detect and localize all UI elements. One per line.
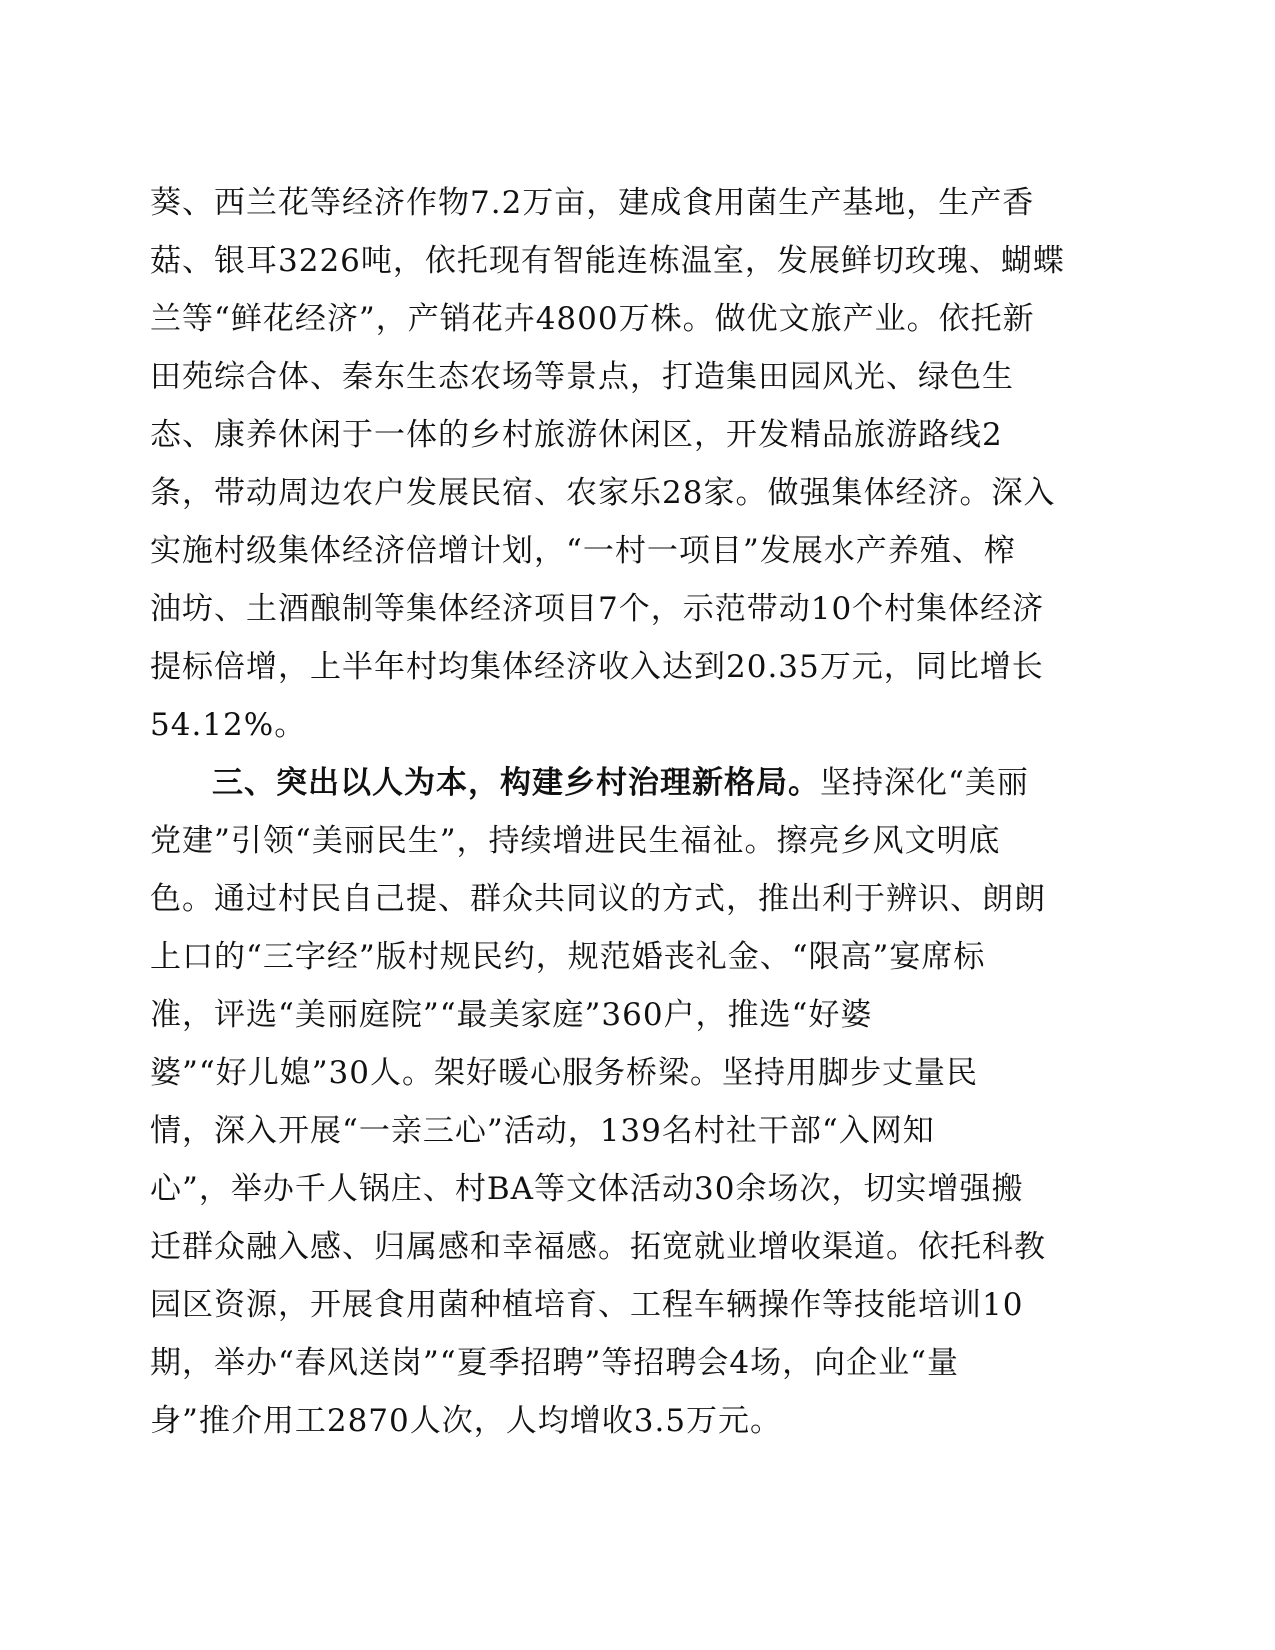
- text-line: 准，评选“美丽庭院”“最美家庭”360户，推选“好婆: [150, 997, 873, 1033]
- text-line: 色。通过村民自己提、群众共同议的方式，推出利于辨识、朗朗: [150, 881, 1046, 917]
- section-heading-rest: 坚持深化“美丽: [820, 765, 1029, 801]
- text-line: 党建”引领“美丽民生”，持续增进民生福祉。擦亮乡风文明底: [150, 823, 1001, 859]
- text-line: 心”，举办千人锅庄、村BA等文体活动30余场次，切实增强搬: [150, 1171, 1024, 1207]
- text-line: 身”推介用工2870人次，人均增收3.5万元。: [150, 1403, 783, 1439]
- text-line: 菇、银耳3226吨，依托现有智能连栋温室，发展鲜切玫瑰、蝴蝶: [150, 243, 1065, 279]
- text-line: 迁群众融入感、归属感和幸福感。拓宽就业增收渠道。依托科教: [150, 1229, 1046, 1265]
- text-line: 园区资源，开展食用菌种植培育、工程车辆操作等技能培训10: [150, 1287, 1024, 1323]
- text-line: 实施村级集体经济倍增计划，“一村一项目”发展水产养殖、榨: [150, 533, 1016, 569]
- text-line: 葵、西兰花等经济作物7.2万亩，建成食用菌生产基地，生产香: [150, 185, 1035, 221]
- document-body: [150, 174, 1070, 1450]
- text-line: 提标倍增，上半年村均集体经济收入达到20.35万元，同比增长: [150, 649, 1044, 685]
- text-line: 期，举办“春风送岗”“夏季招聘”等招聘会4场，向企业“量: [150, 1345, 959, 1381]
- text-line: 兰等“鲜花经济”，产销花卉4800万株。做优文旅产业。依托新: [150, 301, 1035, 337]
- section-heading: 三、突出以人为本，构建乡村治理新格局。: [212, 765, 820, 801]
- text-line: 态、康养休闲于一体的乡村旅游休闲区，开发精品旅游路线2: [150, 417, 1003, 453]
- text-line: 上口的“三字经”版村规民约，规范婚丧礼金、“限高”宴席标: [150, 939, 986, 975]
- text-line: 田苑综合体、秦东生态农场等景点，打造集田园风光、绿色生: [150, 359, 1014, 395]
- text-line: 54.12%。: [150, 707, 307, 743]
- text-line: 情，深入开展“一亲三心”活动，139名村社干部“入网知: [150, 1113, 935, 1149]
- text-line: 条，带动周边农户发展民宿、农家乐28家。做强集体经济。深入: [150, 475, 1056, 511]
- text-line: 婆”“好儿媳”30人。架好暖心服务桥梁。坚持用脚步丈量民: [150, 1055, 978, 1091]
- section-heading-line: [150, 754, 1070, 812]
- text-line: 油坊、土酒酿制等集体经济项目7个，示范带动10个村集体经济: [150, 591, 1045, 627]
